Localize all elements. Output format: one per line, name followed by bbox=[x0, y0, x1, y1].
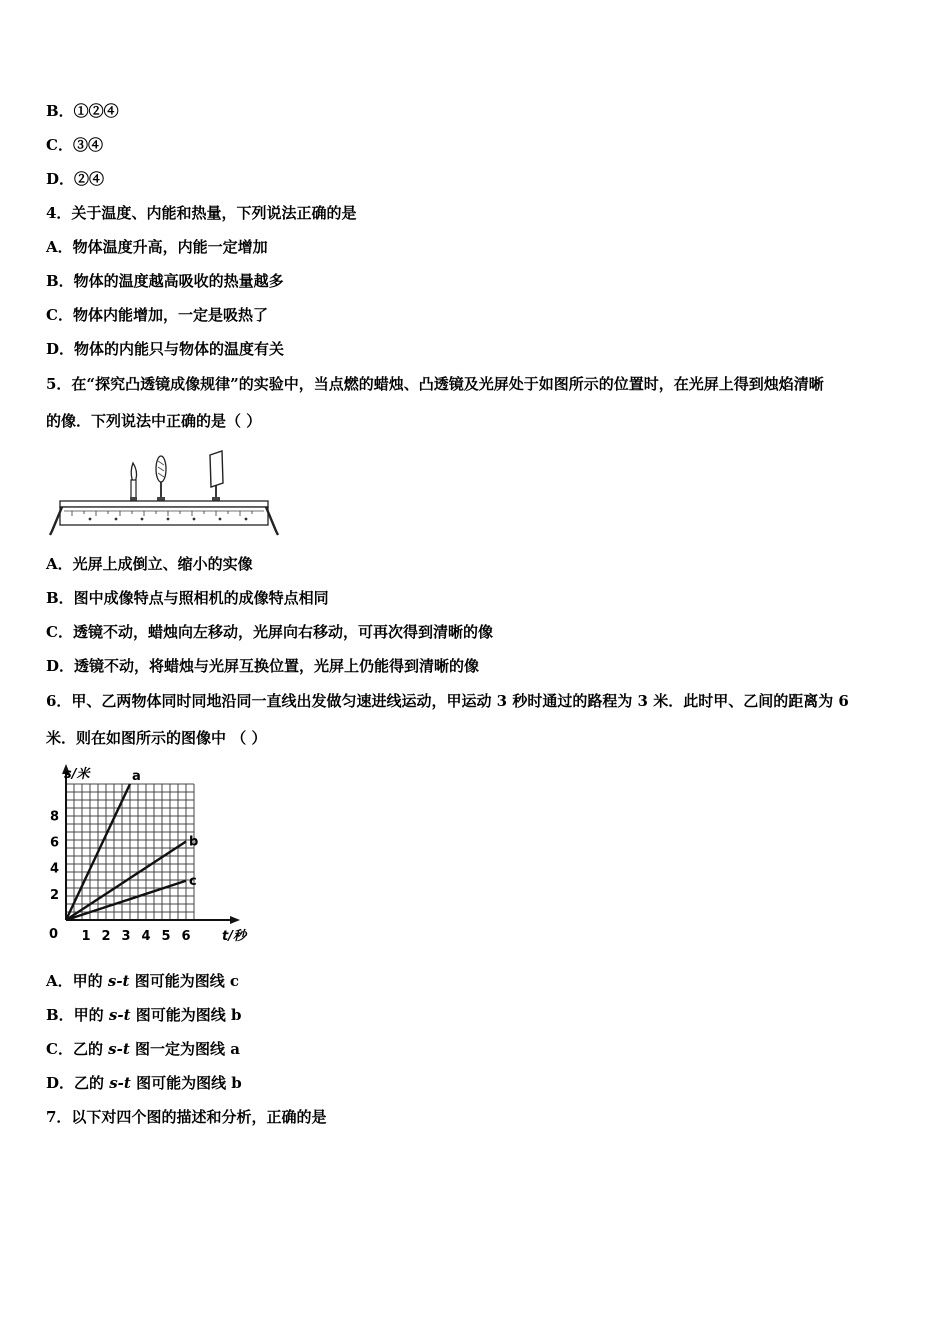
s-t-graph bbox=[46, 764, 256, 952]
y-axis-label: s/米 bbox=[64, 767, 90, 782]
q6-option-b bbox=[46, 1005, 241, 1025]
q4-option-c: C．物体内能增加，一定是吸热了 bbox=[46, 306, 268, 324]
q4-option-a: A．物体温度升高，内能一定增加 bbox=[46, 238, 268, 256]
q6-option-a-st: s-t bbox=[107, 972, 130, 990]
bench-rail bbox=[50, 501, 278, 535]
series-label-b: b bbox=[189, 834, 199, 850]
q5-option-b: B．图中成像特点与照相机的成像特点相同 bbox=[46, 589, 329, 607]
q6-stem-line1: 6．甲、乙两物体同时同地沿同一直线出发做匀速进线运动，甲运动 3 秒时通过的路程为 3 米．此时甲、乙间的距离为 6 bbox=[46, 692, 849, 710]
x-tick-label: 2 bbox=[101, 929, 111, 944]
q6-option-c-pre: C．乙的 bbox=[46, 1040, 109, 1058]
q4-stem: 4．关于温度、内能和热量，下列说法正确的是 bbox=[46, 204, 357, 222]
series-label-a: a bbox=[132, 769, 141, 784]
q3-option-b: B．①②④ bbox=[46, 102, 119, 120]
y-tick-label: 6 bbox=[49, 835, 59, 851]
q6-option-b-st: s-t bbox=[108, 1006, 131, 1024]
q5-option-a: A．光屏上成倒立、缩小的实像 bbox=[46, 555, 253, 573]
origin-label: 0 bbox=[48, 927, 58, 942]
q5-stem-line1: 5．在“探究凸透镜成像规律”的实验中，当点燃的蜡烛、凸透镜及光屏处于如图所示的位置时，在光屏上得到烛焰清晰 bbox=[46, 375, 824, 393]
q6-option-b-pre: B．甲的 bbox=[46, 1006, 109, 1024]
x-tick-label: 6 bbox=[181, 929, 191, 944]
x-axis-label: t/秒 bbox=[222, 929, 246, 944]
y-tick-label: 4 bbox=[49, 861, 59, 877]
q7-stem: 7．以下对四个图的描述和分析，正确的是 bbox=[46, 1108, 327, 1126]
x-tick-label: 4 bbox=[141, 929, 151, 944]
y-tick-label: 8 bbox=[49, 809, 59, 825]
q4-option-d: D．物体的内能只与物体的温度有关 bbox=[46, 340, 285, 358]
x-tick-label: 5 bbox=[161, 929, 171, 944]
q3-option-c: C．③④ bbox=[46, 136, 103, 154]
convex-lens bbox=[156, 456, 166, 501]
series-line-c bbox=[66, 881, 186, 920]
x-axis-arrow bbox=[230, 916, 240, 924]
q6-option-d-st: s-t bbox=[109, 1074, 131, 1092]
q6-option-c-post: 图一定为图线 a bbox=[129, 1040, 240, 1058]
q5-option-d: D．透镜不动，将蜡烛与光屏互换位置，光屏上仍能得到清晰的像 bbox=[46, 657, 480, 675]
q6-option-d-post: 图可能为图线 b bbox=[130, 1074, 242, 1092]
q6-option-c-st: s-t bbox=[108, 1040, 130, 1058]
q6-option-b-post: 图可能为图线 b bbox=[130, 1006, 242, 1024]
x-tick-label: 1 bbox=[81, 929, 91, 944]
q3-option-d: D．②④ bbox=[46, 170, 105, 188]
q6-option-d bbox=[46, 1073, 242, 1093]
q6-option-d-pre: D．乙的 bbox=[46, 1074, 110, 1092]
q6-stem-line2: 米．则在如图所示的图像中 （ ） bbox=[46, 729, 267, 747]
x-tick-label: 3 bbox=[121, 929, 131, 944]
q5-option-c: C．透镜不动，蜡烛向左移动，光屏向右移动，可再次得到清晰的像 bbox=[46, 623, 493, 641]
light-screen bbox=[210, 451, 223, 501]
q6-option-a bbox=[46, 971, 239, 991]
q4-option-b: B．物体的温度越高吸收的热量越多 bbox=[46, 272, 284, 290]
q5-stem-line2: 的像．下列说法中正确的是（ ） bbox=[46, 412, 262, 430]
series-label-c: c bbox=[189, 873, 197, 889]
candle bbox=[130, 463, 137, 501]
q6-option-a-pre: A．甲的 bbox=[46, 972, 108, 990]
optical-bench-figure bbox=[46, 447, 282, 539]
q6-option-c bbox=[46, 1039, 240, 1059]
y-tick-label: 2 bbox=[49, 887, 59, 903]
q6-option-a-post: 图可能为图线 c bbox=[129, 972, 240, 990]
